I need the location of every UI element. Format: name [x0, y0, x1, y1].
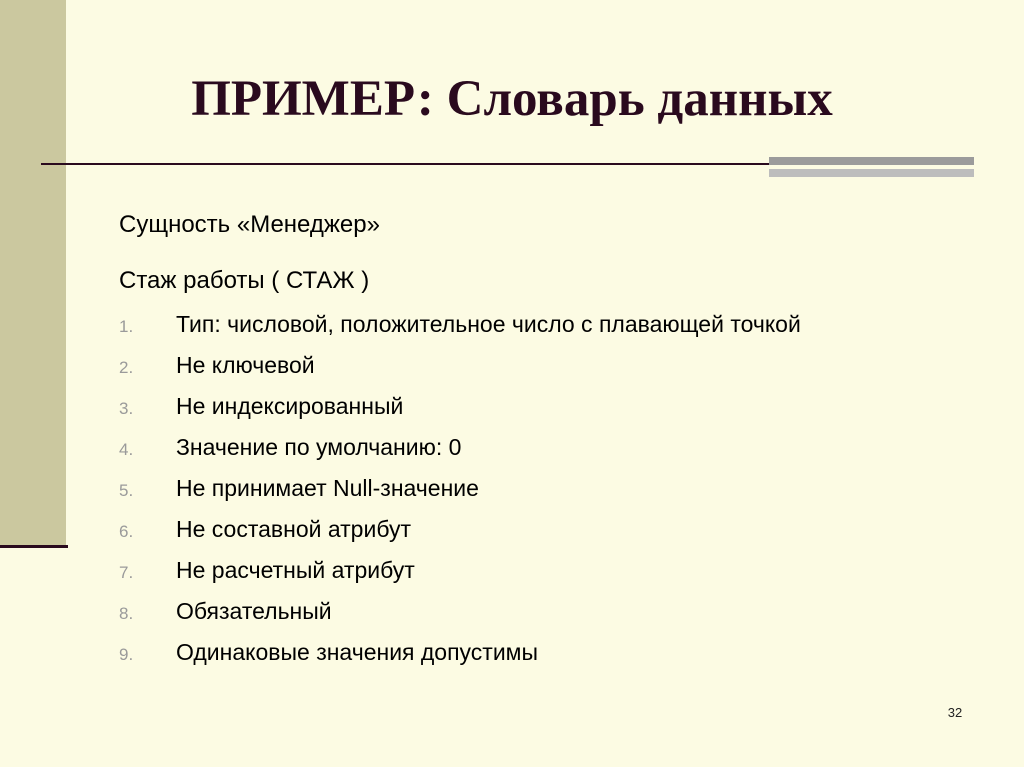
- list-item-number: 7.: [119, 563, 134, 582]
- list-item-number: 2.: [119, 358, 134, 377]
- list-item-text: Одинаковые значения допустимы: [176, 639, 539, 665]
- list-item-number: 5.: [119, 481, 134, 500]
- slide-title: ПРИМЕР: Словарь данных: [191, 71, 833, 127]
- list-item-number: 6.: [119, 522, 134, 541]
- title-accent-bar: [769, 157, 974, 165]
- slide-number: 32: [947, 705, 963, 720]
- list-item-text: Не принимает Null-значение: [176, 475, 479, 501]
- list-item: [119, 634, 801, 675]
- list-item-text: Значение по умолчанию: 0: [176, 434, 462, 460]
- title-underline: [41, 163, 770, 165]
- list-item-text: Не расчетный атрибут: [176, 557, 415, 583]
- title-accent-bar-lower: [769, 169, 974, 177]
- list-item: [119, 511, 801, 552]
- list-item-text: Не ключевой: [176, 352, 315, 378]
- list-item: [119, 429, 801, 470]
- attribute-heading: Стаж работы ( СТАЖ ): [119, 267, 370, 294]
- list-item: [119, 552, 801, 593]
- list-item-text: Обязательный: [176, 598, 332, 624]
- list-item: [119, 388, 801, 429]
- list-item: [119, 593, 801, 634]
- entity-heading: Сущность «Менеджер»: [119, 211, 380, 238]
- list-item-text: Не составной атрибут: [176, 516, 412, 542]
- list-item-number: 1.: [119, 317, 134, 336]
- list-item-number: 4.: [119, 440, 134, 459]
- list-item-number: 8.: [119, 604, 134, 623]
- list-item: [119, 306, 801, 347]
- side-decoration-line: [0, 545, 68, 548]
- list-item: [119, 470, 801, 511]
- list-item-text: Не индексированный: [176, 393, 404, 419]
- list-item-number: 9.: [119, 645, 134, 664]
- list-item-number: 3.: [119, 399, 134, 418]
- attribute-properties-list: [119, 306, 801, 675]
- list-item-text: Тип: числовой, положительное число с плавающей точкой: [176, 311, 801, 337]
- list-item: [119, 347, 801, 388]
